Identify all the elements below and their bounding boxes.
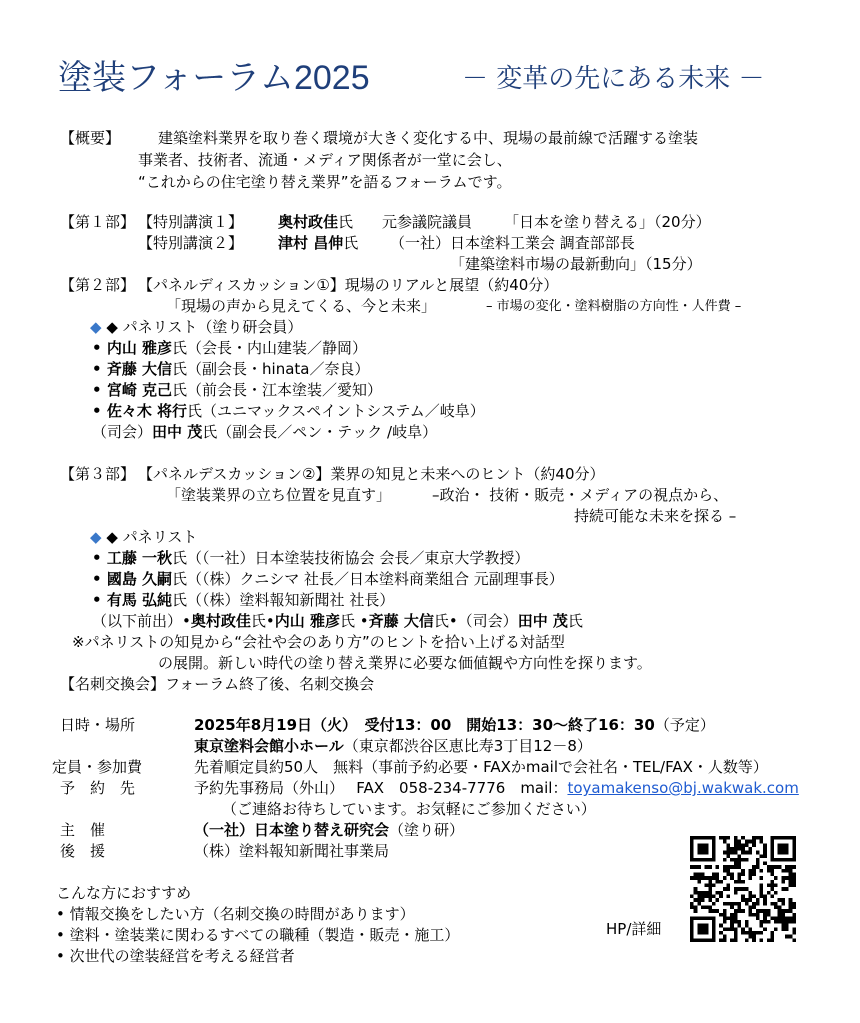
bullet-icon: • — [92, 591, 107, 609]
panelist-detail: 氏（前会長・江本塗装／愛知） — [172, 381, 383, 399]
qr-code-image — [690, 836, 796, 942]
part2-panelist-1 — [92, 338, 367, 358]
prev-sep-2: 氏 • — [339, 612, 369, 630]
part3-panel-heading-text: ◆ パネリスト — [106, 528, 198, 546]
bullet-icon: • — [92, 570, 107, 588]
qr-caption: HP/詳細 — [606, 920, 662, 938]
talk2-name: 津村 昌伸 — [278, 234, 344, 252]
prev-name-1: 奥村政佳 — [190, 612, 251, 630]
talk2-topic: 「建築塗料市場の最新動向」（15分） — [450, 255, 702, 273]
panelist-detail: 氏（（株）塗料報知新聞社 社長） — [172, 591, 395, 609]
part3-note-1: ※パネリストの知見から“会社や会のあり方”のヒントを拾い上げる対話型 — [72, 633, 565, 651]
part3-theme: 「塗装業界の立ち位置を見直す」 — [166, 486, 392, 504]
part2-label: 【第２部】 — [60, 276, 136, 294]
host-value: （一社）日本塗り替え研究会 — [194, 821, 390, 839]
part3-panelist-3 — [92, 590, 394, 610]
part3-theme-note-2: 持続可能な未来を探る – — [574, 507, 737, 525]
moderator-name: 田中 茂 — [152, 423, 203, 441]
panelist-detail: 氏（副会長・hinata／奈良） — [172, 360, 370, 378]
reserve-row — [194, 778, 799, 798]
overview-line-1: 建築塗料業界を取り巻く環境が大きく変化する中、現場の最前線で活躍する塗装 — [158, 129, 699, 147]
panelist-name: 斉藤 大信 — [106, 360, 173, 378]
talk1-role: 元参議院議員 — [382, 213, 473, 231]
panelist-detail: 氏（会長・内山建装／静岡） — [172, 339, 368, 357]
part3-panelist-2 — [92, 569, 564, 589]
date-label: 日時・場所 — [60, 716, 136, 734]
support-label: 後 援 — [60, 842, 106, 860]
talk1-topic: 「日本を塗り替える」（20分） — [504, 213, 711, 231]
date-value-row — [194, 715, 715, 735]
recommend-item-2: • 塗料・塗装業に関わるすべての職種（製造・販売・施工） — [56, 926, 460, 944]
prev-sep-4: 氏 — [567, 612, 583, 630]
part3-previous-panelists — [92, 611, 583, 631]
panelist-name: 佐々木 将行 — [106, 402, 188, 420]
host-short: （塗り研） — [389, 821, 465, 839]
part2-theme-note: – 市場の変化・塗料樹脂の方向性・人件費 – — [486, 299, 742, 314]
panelist-name: 内山 雅彦 — [106, 339, 173, 357]
date-value: 2025年8月19日（火） 受付13：00 開始13：30～終了16：30 — [194, 716, 655, 734]
bullet-icon: • — [92, 360, 107, 378]
reserve-note: （ご連絡お待ちしています。お気軽にご参加ください） — [222, 800, 596, 818]
panelist-name: 國島 久嗣 — [106, 570, 173, 588]
panelist-name: 宮崎 克己 — [106, 381, 173, 399]
panelist-detail: 氏（（株）クニシマ 社長／日本塗料商業組合 元副理事長） — [172, 570, 564, 588]
talk1-label: 【特別講演１】 — [138, 213, 244, 231]
part2-panelist-4 — [92, 401, 485, 421]
page-subtitle: － 変革の先にある未来 － — [462, 64, 765, 94]
part3-label: 【第３部】 — [60, 465, 136, 483]
prev-name-2: 内山 雅彦 — [274, 612, 340, 630]
prev-name-3: 斉藤 大信 — [368, 612, 434, 630]
part3-note-2: の展開。新しい時代の塗り替え業界に必要な価値観や方向性を探ります。 — [158, 654, 652, 672]
part3-theme-note-1: –政治・ 技術・販売・メディアの視点から、 — [432, 486, 729, 504]
recommend-heading: こんな方におすすめ — [56, 884, 192, 902]
prev-label: （以下前出）• — [92, 612, 191, 630]
prev-sep-3: 氏•（司会） — [433, 612, 518, 630]
host-label: 主 催 — [60, 821, 106, 839]
venue-name: 東京塗料会館小ホール — [194, 737, 344, 755]
exchange-session: 【名刺交換会】フォーラム終了後、名刺交換会 — [60, 675, 375, 693]
talk1-speaker — [278, 212, 353, 232]
bullet-icon: • — [92, 339, 107, 357]
reserve-label: 予 約 先 — [60, 779, 136, 797]
part3-panelist-1 — [92, 548, 529, 568]
support-value: （株）塗料報知新聞社事業局 — [194, 842, 390, 860]
moderator-label: （司会） — [92, 423, 153, 441]
diamond-icon: ◆ — [90, 528, 102, 546]
title-main: 塗装フォーラム — [58, 58, 294, 98]
capacity-label: 定員・参加費 — [52, 758, 143, 776]
overview-line-2: 事業者、技術者、流通・メディア関係者が一堂に会し、 — [138, 151, 512, 169]
talk1-name: 奥村政佳 — [278, 213, 339, 231]
overview-line-3: “これからの住宅塗り替え業界”を語るフォーラムです。 — [138, 173, 512, 191]
prev-name-4: 田中 茂 — [517, 612, 568, 630]
part2-panel-heading-text: ◆ パネリスト（塗り研会員） — [106, 318, 303, 336]
panelist-name: 工藤 一秋 — [106, 549, 173, 567]
recommend-item-1: • 情報交換をしたい方（名刺交換の時間があります） — [56, 905, 415, 923]
page-title — [58, 58, 370, 98]
moderator-detail: 氏（副会長／ペン・テック /岐阜） — [202, 423, 438, 441]
bullet-icon: • — [92, 402, 107, 420]
date-note: （予定） — [654, 716, 715, 734]
diamond-icon: ◆ — [90, 318, 102, 336]
panelist-detail: 氏（（一社）日本塗装技術協会 会長／東京大学教授） — [172, 549, 530, 567]
venue-row — [194, 736, 592, 756]
talk2-speaker — [278, 233, 358, 253]
part2-panelist-3 — [92, 380, 382, 400]
part2-heading: 【パネルディスカッション①】現場のリアルと展望（約40分） — [138, 276, 559, 294]
part1-label: 【第１部】 — [60, 213, 136, 231]
prev-sep-1: 氏• — [250, 612, 275, 630]
part3-panel-heading — [90, 527, 197, 547]
talk1-honorific: 氏 — [338, 213, 354, 231]
capacity-value: 先着順定員約50人 無料（事前予約必要・FAXかmailで会社名・TEL/FAX・人数等） — [194, 758, 768, 776]
panelist-name: 有馬 弘純 — [106, 591, 173, 609]
venue-address: （東京都渋谷区恵比寿3丁目12－8） — [343, 737, 592, 755]
part2-moderator — [92, 422, 437, 442]
part2-panelist-2 — [92, 359, 370, 379]
part3-heading: 【パネルデスカッション②】業界の知見と未来へのヒント（約40分） — [138, 465, 605, 483]
reserve-mail-link[interactable]: toyamakenso@bj.wakwak.com — [567, 779, 799, 797]
title-year: 2025 — [293, 59, 370, 97]
talk2-honorific: 氏 — [343, 234, 359, 252]
part2-panel-heading — [90, 317, 302, 337]
talk2-role: （一社）日本塗料工業会 調査部部長 — [390, 234, 635, 252]
host-row — [194, 820, 464, 840]
qr-code[interactable] — [690, 836, 796, 942]
recommend-item-3: • 次世代の塗装経営を考える経営者 — [56, 947, 295, 965]
part2-theme: 「現場の声から見えてくる、今と未来」 — [166, 297, 437, 315]
panelist-detail: 氏（ユニマックスペイントシステム／岐阜） — [187, 402, 485, 420]
reserve-value: 予約先事務局（外山） FAX 058-234-7776 mail： — [194, 779, 568, 797]
overview-label: 【概要】 — [60, 129, 121, 147]
bullet-icon: • — [92, 381, 107, 399]
bullet-icon: • — [92, 549, 107, 567]
talk2-label: 【特別講演２】 — [138, 234, 244, 252]
